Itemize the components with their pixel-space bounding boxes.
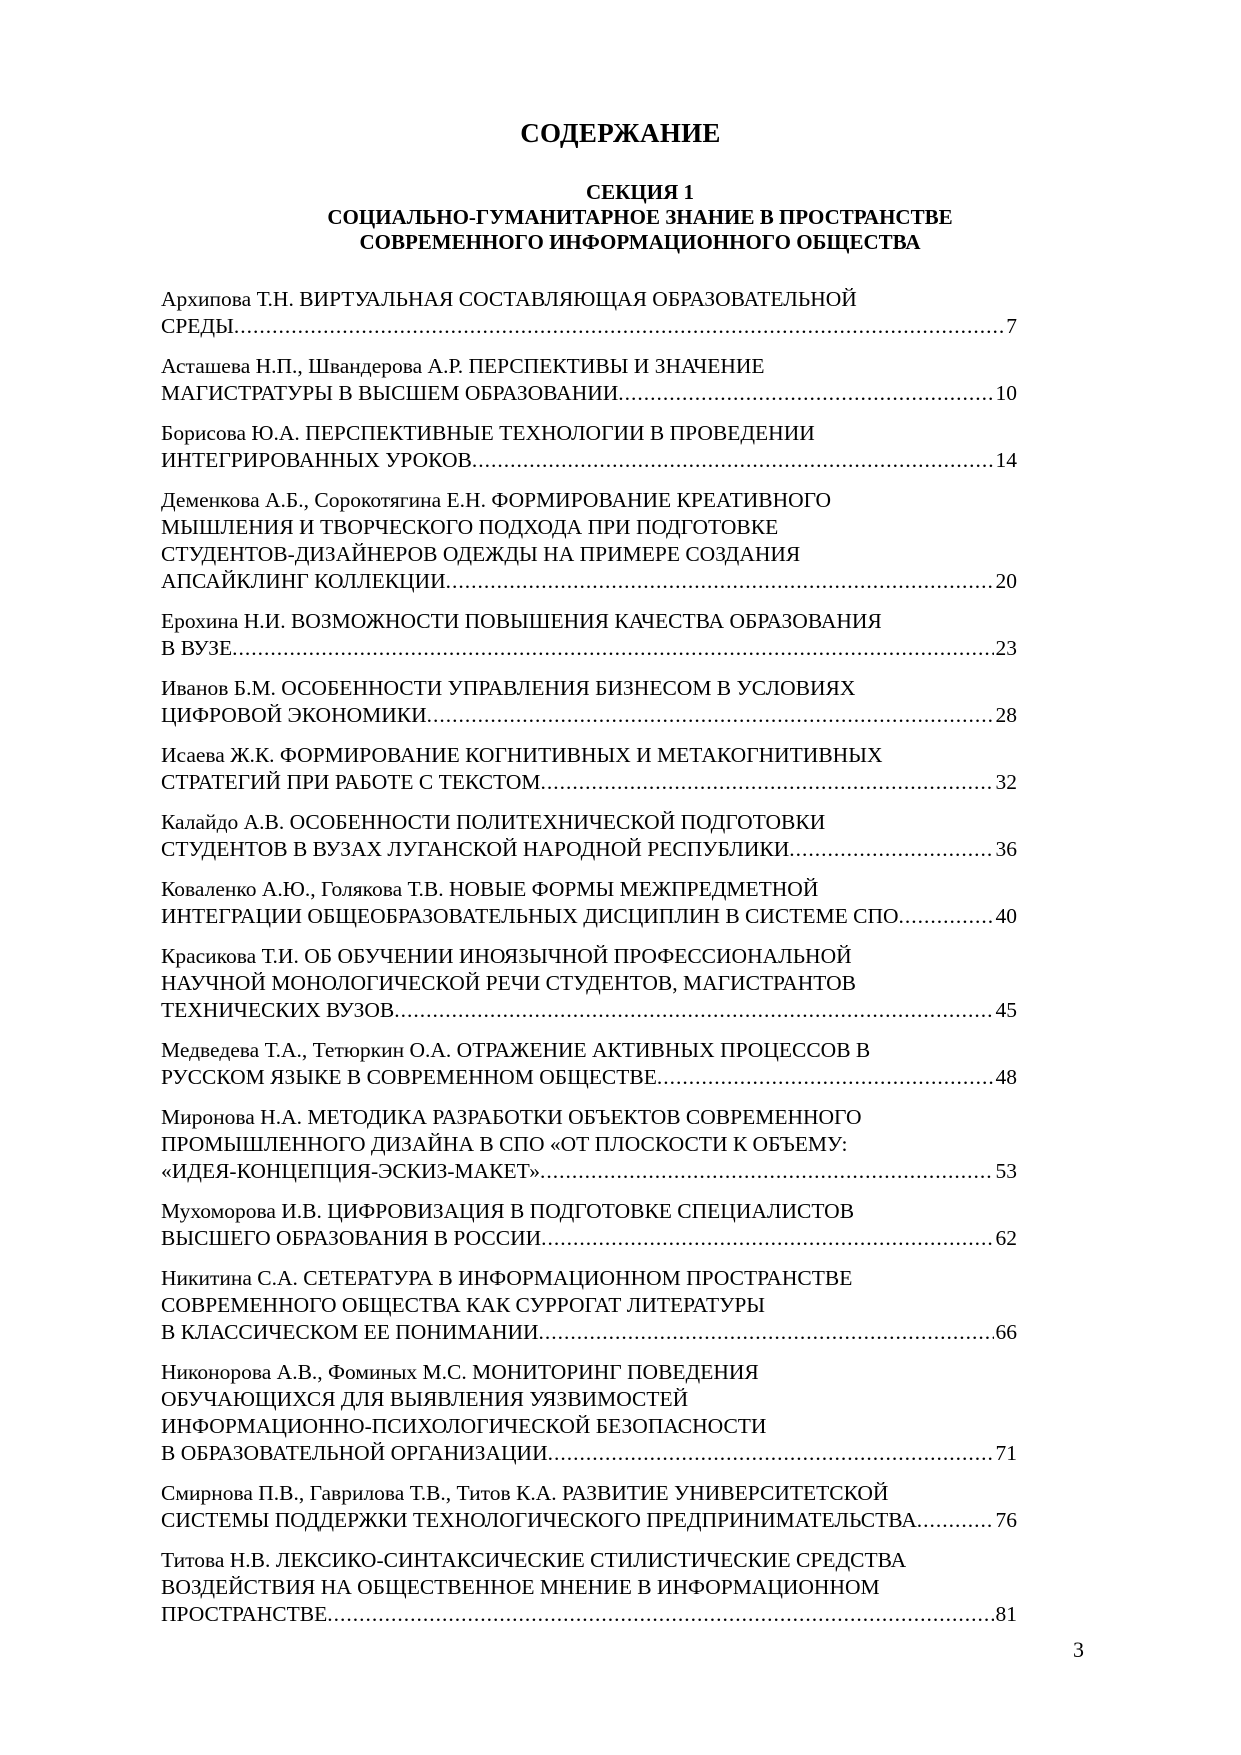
toc-entry-title-line: Деменкова А.Б., Сорокотягина Е.Н. ФОРМИРОВАНИЕ КРЕАТИВНОГО — [161, 488, 832, 512]
toc-entry-last-line — [161, 702, 1017, 729]
toc-entry-page: 14 — [995, 448, 1017, 472]
toc-entry-title-line: Мухоморова И.В. ЦИФРОВИЗАЦИЯ В ПОДГОТОВКЕ СПЕЦИАЛИСТОВ — [161, 1199, 855, 1223]
toc-entry-page: 32 — [995, 770, 1017, 794]
dot-leader — [232, 635, 993, 662]
toc-entry-last-line — [161, 313, 1017, 340]
toc-entry-last-line — [161, 1440, 1017, 1467]
toc-entry-title-line: Медведева Т.А., Тетюркин О.А. ОТРАЖЕНИЕ АКТИВНЫХ ПРОЦЕССОВ В — [161, 1038, 871, 1062]
toc-entry[interactable] — [161, 943, 1017, 1024]
toc-entry-title-line: ИНФОРМАЦИОННО-ПСИХОЛОГИЧЕСКОЙ БЕЗОПАСНОСТИ — [161, 1414, 767, 1438]
toc-entry-title-end: ТЕХНИЧЕСКИХ ВУЗОВ — [161, 998, 395, 1022]
toc-entry-title-line: ПРОМЫШЛЕННОГО ДИЗАЙНА В СПО «ОТ ПЛОСКОСТИ К ОБЪЕМУ: — [161, 1132, 848, 1156]
dot-leader — [899, 903, 994, 930]
toc-entry-title-line: НАУЧНОЙ МОНОЛОГИЧЕСКОЙ РЕЧИ СТУДЕНТОВ, МАГИСТРАНТОВ — [161, 971, 857, 995]
toc-entry-last-line — [161, 1601, 1017, 1628]
dot-leader — [541, 769, 994, 796]
toc-entry[interactable] — [161, 1547, 1017, 1628]
toc-entry-title-line: Никитина С.А. СЕТЕРАТУРА В ИНФОРМАЦИОННОМ ПРОСТРАНСТВЕ — [161, 1266, 853, 1290]
toc-entry-title-end: В КЛАССИЧЕСКОМ ЕЕ ПОНИМАНИИ — [161, 1320, 539, 1344]
toc-entry-title-line: Миронова Н.А. МЕТОДИКА РАЗРАБОТКИ ОБЪЕКТОВ СОВРЕМЕННОГО — [161, 1105, 862, 1129]
toc-entry-page: 71 — [995, 1441, 1017, 1465]
toc-entry-title-end: ПРОСТРАНСТВЕ — [161, 1602, 328, 1626]
toc-entry[interactable] — [161, 286, 1017, 340]
toc-entry-page: 81 — [995, 1602, 1017, 1626]
toc-entry-title-end: СТУДЕНТОВ В ВУЗАХ ЛУГАНСКОЙ НАРОДНОЙ РЕСПУБЛИКИ — [161, 837, 790, 861]
toc-entry-title-end: МАГИСТРАТУРЫ В ВЫСШЕМ ОБРАЗОВАНИИ — [161, 381, 619, 405]
toc-entry-title-line: Асташева Н.П., Швандерова А.Р. ПЕРСПЕКТИВЫ И ЗНАЧЕНИЕ — [161, 354, 765, 378]
toc-entry-last-line — [161, 997, 1017, 1024]
toc-entry-title-end: ИНТЕГРИРОВАННЫХ УРОКОВ — [161, 448, 472, 472]
dot-leader — [394, 997, 993, 1024]
dot-leader — [541, 1225, 993, 1252]
dot-leader — [618, 380, 993, 407]
toc-entry-last-line — [161, 568, 1017, 595]
toc-entry-title-end: ИНТЕГРАЦИИ ОБЩЕОБРАЗОВАТЕЛЬНЫХ ДИСЦИПЛИН В СИСТЕМЕ СПО — [161, 904, 899, 928]
toc-entry-last-line — [161, 635, 1017, 662]
toc-entry-title-line: СОВРЕМЕННОГО ОБЩЕСТВА КАК СУРРОГАТ ЛИТЕРАТУРЫ — [161, 1293, 766, 1317]
toc-entry-page: 66 — [995, 1320, 1017, 1344]
toc-entry[interactable] — [161, 608, 1017, 662]
dot-leader — [540, 1158, 994, 1185]
toc-entry-title-line: Красикова Т.И. ОБ ОБУЧЕНИИ ИНОЯЗЫЧНОЙ ПРОФЕССИОНАЛЬНОЙ — [161, 944, 852, 968]
toc-entry-page: 53 — [995, 1159, 1017, 1183]
toc-entry-page: 20 — [995, 569, 1017, 593]
toc-entry-last-line — [161, 1319, 1017, 1346]
toc-entry[interactable] — [161, 1198, 1017, 1252]
toc-entry-title-end: ЦИФРОВОЙ ЭКОНОМИКИ — [161, 703, 427, 727]
toc-entry-title-line: Титова Н.В. ЛЕКСИКО-СИНТАКСИЧЕСКИЕ СТИЛИСТИЧЕСКИЕ СРЕДСТВА — [161, 1548, 907, 1572]
toc-entry-title-end: В ОБРАЗОВАТЕЛЬНОЙ ОРГАНИЗАЦИИ — [161, 1441, 548, 1465]
dot-leader — [539, 1319, 994, 1346]
toc-entry-title-end: АПСАЙКЛИНГ КОЛЛЕКЦИИ — [161, 569, 446, 593]
toc-entry-title-line: Ерохина Н.И. ВОЗМОЖНОСТИ ПОВЫШЕНИЯ КАЧЕСТВА ОБРАЗОВАНИЯ — [161, 609, 882, 633]
toc-entry-last-line — [161, 769, 1017, 796]
toc-entry-page: 76 — [995, 1508, 1017, 1532]
dot-leader — [789, 836, 993, 863]
toc-entry[interactable] — [161, 353, 1017, 407]
toc-entry-last-line — [161, 1507, 1017, 1534]
toc-entry-title-line: ВОЗДЕЙСТВИЯ НА ОБЩЕСТВЕННОЕ МНЕНИЕ В ИНФОРМАЦИОННОМ — [161, 1575, 880, 1599]
section-number: СЕКЦИЯ 1 — [586, 180, 694, 204]
toc-entry-page: 48 — [995, 1065, 1017, 1089]
toc-entry[interactable] — [161, 675, 1017, 729]
toc-entry-title-end: РУССКОМ ЯЗЫКЕ В СОВРЕМЕННОМ ОБЩЕСТВЕ — [161, 1065, 657, 1089]
toc-entry-last-line — [161, 1158, 1017, 1185]
toc-entry-last-line — [161, 1064, 1017, 1091]
toc-entry-last-line — [161, 836, 1017, 863]
toc-entry-title-line: Калайдо А.В. ОСОБЕННОСТИ ПОЛИТЕХНИЧЕСКОЙ ПОДГОТОВКИ — [161, 810, 826, 834]
toc-entry-title-line: Борисова Ю.А. ПЕРСПЕКТИВНЫЕ ТЕХНОЛОГИИ В ПРОВЕДЕНИИ — [161, 421, 815, 445]
toc-entry[interactable] — [161, 487, 1017, 595]
page-title: СОДЕРЖАНИЕ — [520, 118, 721, 148]
dot-leader — [548, 1440, 994, 1467]
toc-entry-page: 45 — [995, 998, 1017, 1022]
section-heading — [280, 180, 1000, 255]
toc-entry[interactable] — [161, 1480, 1017, 1534]
toc-entry-page: 40 — [995, 904, 1017, 928]
toc-entry-title-end: ВЫСШЕГО ОБРАЗОВАНИЯ В РОССИИ — [161, 1226, 542, 1250]
toc-entry-page: 10 — [995, 381, 1017, 405]
dot-leader — [917, 1507, 994, 1534]
page-number: 3 — [1073, 1637, 1084, 1662]
dot-leader — [472, 447, 994, 474]
toc-entry-last-line — [161, 1225, 1017, 1252]
toc-entry-last-line — [161, 903, 1017, 930]
toc-entry[interactable] — [161, 809, 1017, 863]
toc-entry-title-line: МЫШЛЕНИЯ И ТВОРЧЕСКОГО ПОДХОДА ПРИ ПОДГОТОВКЕ — [161, 515, 779, 539]
toc-entry-title-end: СТРАТЕГИЙ ПРИ РАБОТЕ С ТЕКСТОМ — [161, 770, 541, 794]
toc-entry[interactable] — [161, 1265, 1017, 1346]
toc-entry-title-line: Исаева Ж.К. ФОРМИРОВАНИЕ КОГНИТИВНЫХ И МЕТАКОГНИТИВНЫХ — [161, 743, 883, 767]
toc-entry-title-line: Коваленко А.Ю., Голякова Т.В. НОВЫЕ ФОРМЫ МЕЖПРЕДМЕТНОЙ — [161, 877, 819, 901]
toc-entry-title-end: СИСТЕМЫ ПОДДЕРЖКИ ТЕХНОЛОГИЧЕСКОГО ПРЕДПРИНИМАТЕЛЬСТВА — [161, 1508, 917, 1532]
toc-entry-title-line: СТУДЕНТОВ-ДИЗАЙНЕРОВ ОДЕЖДЫ НА ПРИМЕРЕ СОЗДАНИЯ — [161, 542, 801, 566]
toc-entry-title-line: Архипова Т.Н. ВИРТУАЛЬНАЯ СОСТАВЛЯЮЩАЯ ОБРАЗОВАТЕЛЬНОЙ — [161, 287, 857, 311]
toc-entry-title-end: СРЕДЫ — [161, 314, 234, 338]
toc-entry-page: 28 — [995, 703, 1017, 727]
dot-leader — [327, 1601, 993, 1628]
toc-entry-last-line — [161, 380, 1017, 407]
toc-entry-page: 7 — [1006, 314, 1017, 338]
toc-entry[interactable] — [161, 876, 1017, 930]
toc-entry-title-line: Смирнова П.В., Гаврилова Т.В., Титов К.А. РАЗВИТИЕ УНИВЕРСИТЕТСКОЙ — [161, 1481, 889, 1505]
toc-entry[interactable] — [161, 1037, 1017, 1091]
dot-leader — [446, 568, 994, 595]
toc-entry-page: 62 — [995, 1226, 1017, 1250]
toc-entry[interactable] — [161, 742, 1017, 796]
dot-leader — [427, 702, 994, 729]
toc-entry-title-line: Иванов Б.М. ОСОБЕННОСТИ УПРАВЛЕНИЯ БИЗНЕСОМ В УСЛОВИЯХ — [161, 676, 856, 700]
section-title-line-1: СОЦИАЛЬНО-ГУМАНИТАРНОЕ ЗНАНИЕ В ПРОСТРАНСТВЕ — [327, 205, 953, 229]
toc-entry-last-line — [161, 447, 1017, 474]
dot-leader — [657, 1064, 994, 1091]
toc-entry[interactable] — [161, 420, 1017, 474]
toc-entry-title-line: Никонорова А.В., Фоминых М.С. МОНИТОРИНГ ПОВЕДЕНИЯ — [161, 1360, 759, 1384]
toc-entry-page: 23 — [995, 636, 1017, 660]
toc-entry[interactable] — [161, 1104, 1017, 1185]
dot-leader — [234, 313, 1004, 340]
toc-entry-title-line: ОБУЧАЮЩИХСЯ ДЛЯ ВЫЯВЛЕНИЯ УЯЗВИМОСТЕЙ — [161, 1387, 689, 1411]
toc-entry[interactable] — [161, 1359, 1017, 1467]
toc-entry-title-end: «ИДЕЯ-КОНЦЕПЦИЯ-ЭСКИЗ-МАКЕТ» — [161, 1159, 540, 1183]
section-title-line-2: СОВРЕМЕННОГО ИНФОРМАЦИОННОГО ОБЩЕСТВА — [359, 230, 921, 254]
table-of-contents — [161, 286, 1017, 1641]
toc-entry-page: 36 — [995, 837, 1017, 861]
toc-entry-title-end: В ВУЗЕ — [161, 636, 233, 660]
